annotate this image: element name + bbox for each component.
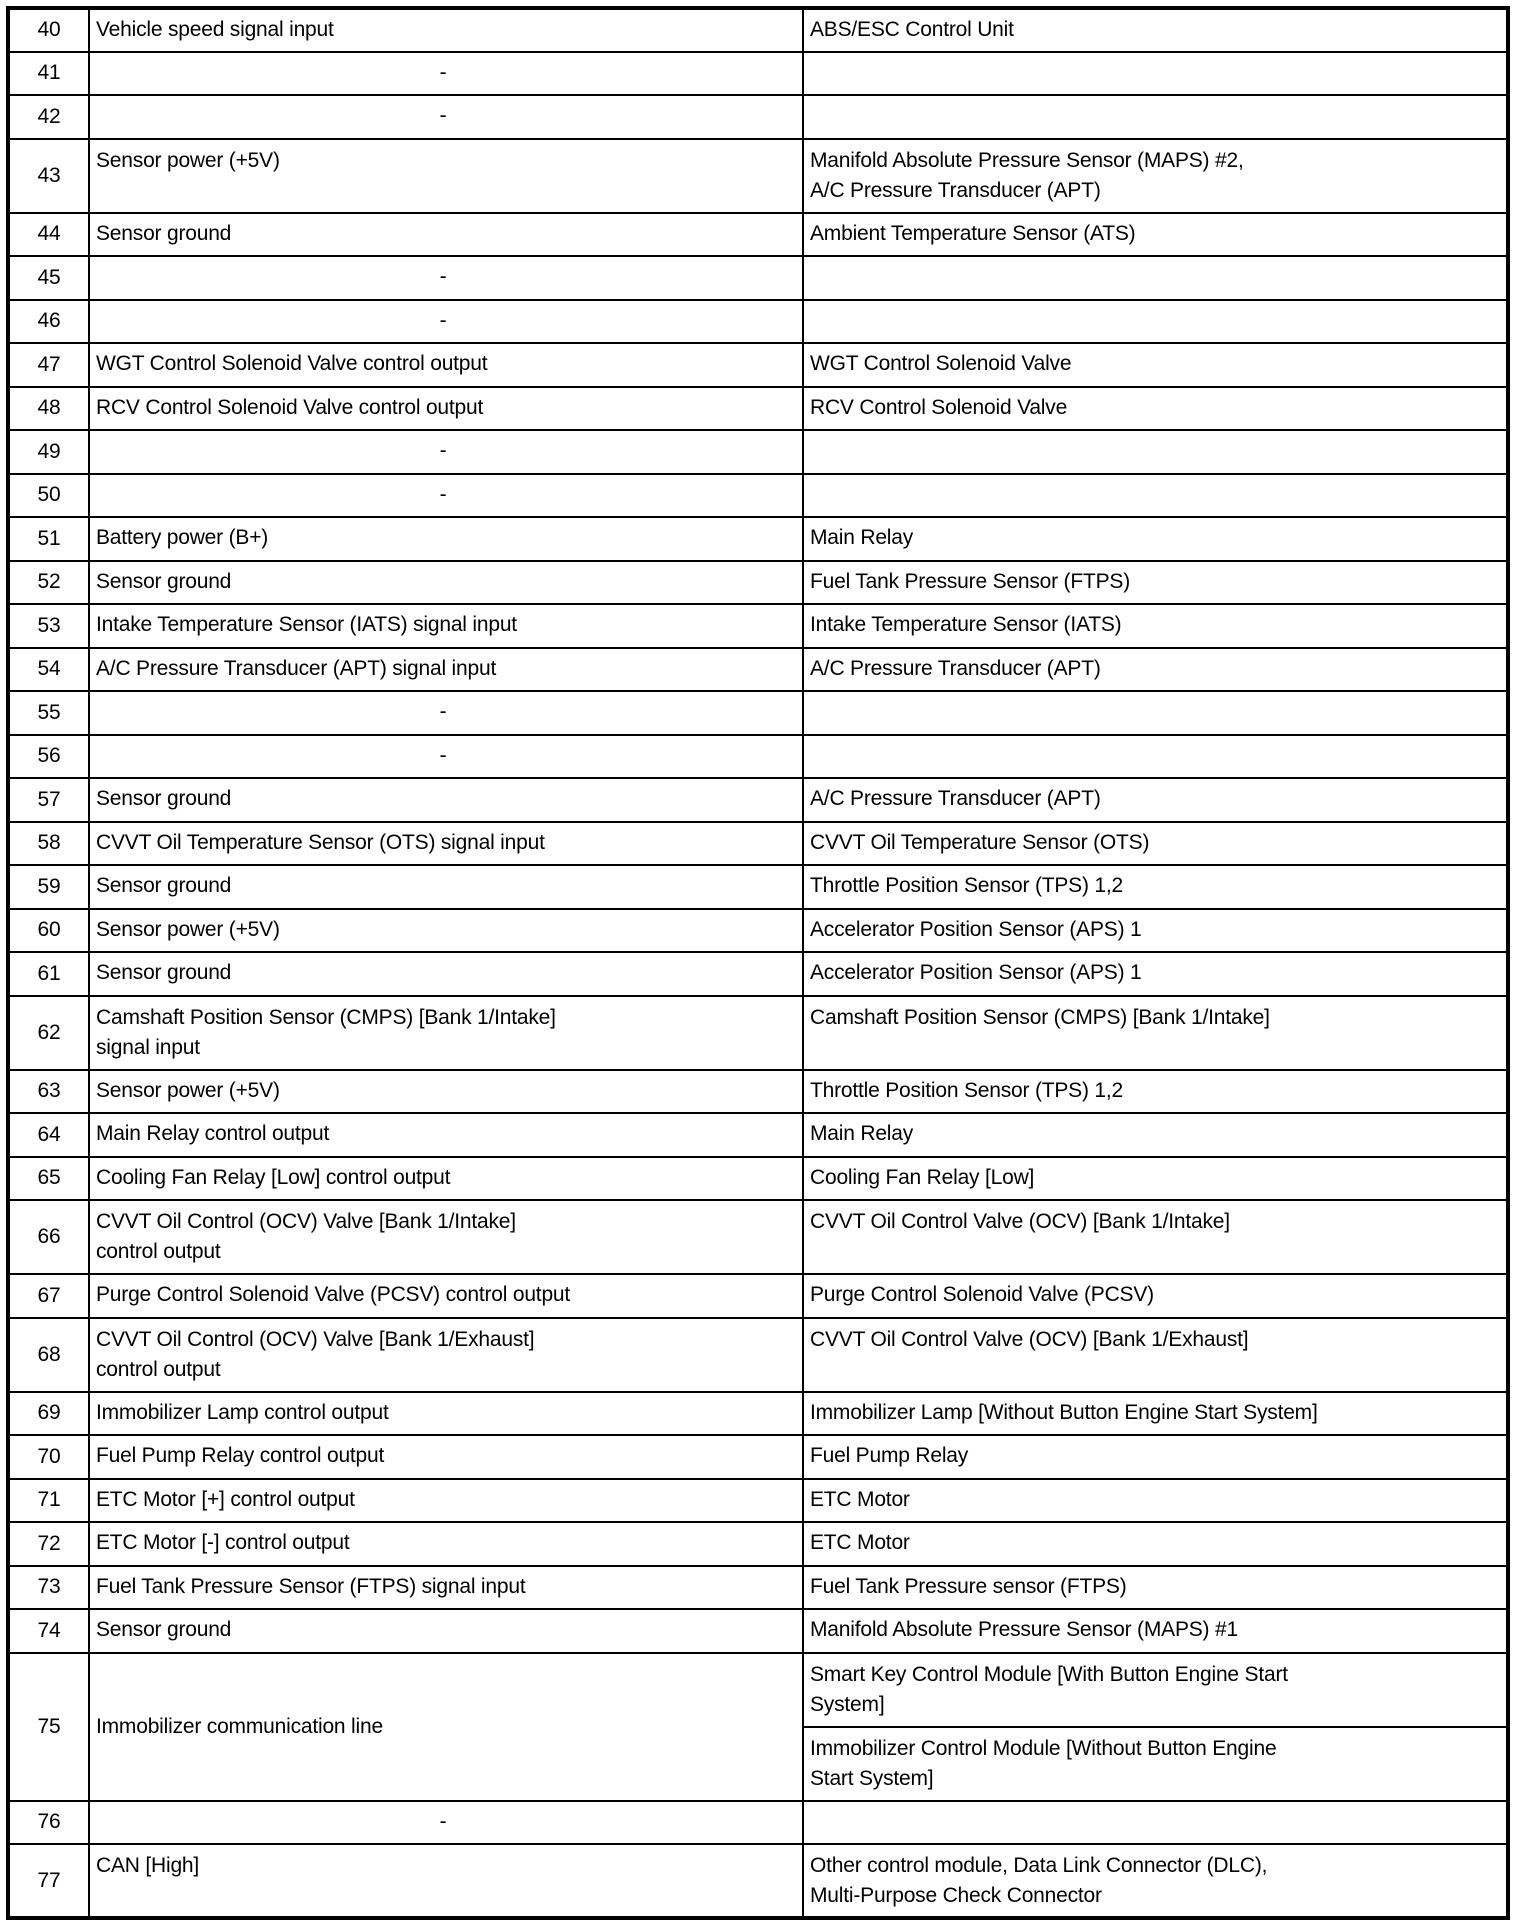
table-row [8, 1609, 1508, 1653]
pin-description: - [89, 256, 803, 300]
connected-to: Main Relay [803, 1113, 1508, 1157]
pin-number: 75 [8, 1653, 89, 1801]
connected-to: A/C Pressure Transducer (APT) [803, 778, 1508, 822]
connected-to: Main Relay [803, 517, 1508, 561]
pin-description: - [89, 95, 803, 139]
connected-to: Smart Key Control Module [With Button Engine Start System] [803, 1653, 1508, 1727]
pin-description: CVVT Oil Temperature Sensor (OTS) signal input [89, 822, 803, 866]
pin-number: 53 [8, 604, 89, 648]
connected-to: Camshaft Position Sensor (CMPS) [Bank 1/Intake] [803, 996, 1508, 1070]
pin-number: 68 [8, 1318, 89, 1392]
connected-to [803, 691, 1508, 735]
connected-to: Immobilizer Control Module [Without Button Engine Start System] [803, 1727, 1508, 1801]
table-row [8, 648, 1508, 692]
pin-description: Battery power (B+) [89, 517, 803, 561]
pin-description: Fuel Tank Pressure Sensor (FTPS) signal input [89, 1566, 803, 1610]
connected-to: A/C Pressure Transducer (APT) [803, 648, 1508, 692]
pin-number: 43 [8, 139, 89, 213]
connected-to [803, 430, 1508, 474]
pin-description: CVVT Oil Control (OCV) Valve [Bank 1/Intake] control output [89, 1200, 803, 1274]
connected-to: Manifold Absolute Pressure Sensor (MAPS) #1 [803, 1609, 1508, 1653]
pin-description: Fuel Pump Relay control output [89, 1435, 803, 1479]
pin-number: 42 [8, 95, 89, 139]
connected-to: Accelerator Position Sensor (APS) 1 [803, 952, 1508, 996]
pin-description: Sensor ground [89, 561, 803, 605]
connected-to: Ambient Temperature Sensor (ATS) [803, 213, 1508, 257]
pin-number: 71 [8, 1479, 89, 1523]
table-row [8, 1157, 1508, 1201]
pin-number: 58 [8, 822, 89, 866]
pin-number: 52 [8, 561, 89, 605]
connected-to: Throttle Position Sensor (TPS) 1,2 [803, 1070, 1508, 1114]
table-row [8, 517, 1508, 561]
table-row [8, 387, 1508, 431]
connected-to: CVVT Oil Control Valve (OCV) [Bank 1/Exhaust] [803, 1318, 1508, 1392]
table-row [8, 1653, 1508, 1727]
table-row [8, 430, 1508, 474]
connected-to: WGT Control Solenoid Valve [803, 343, 1508, 387]
connected-to [803, 52, 1508, 96]
pin-number: 74 [8, 1609, 89, 1653]
table-row [8, 691, 1508, 735]
table-row [8, 735, 1508, 779]
pin-number: 47 [8, 343, 89, 387]
table-row [8, 1522, 1508, 1566]
pin-description: Intake Temperature Sensor (IATS) signal input [89, 604, 803, 648]
pin-description: A/C Pressure Transducer (APT) signal input [89, 648, 803, 692]
pin-number: 41 [8, 52, 89, 96]
pin-number: 62 [8, 996, 89, 1070]
connected-to [803, 474, 1508, 518]
connected-to: Manifold Absolute Pressure Sensor (MAPS) #2, A/C Pressure Transducer (APT) [803, 139, 1508, 213]
pin-description: Sensor power (+5V) [89, 909, 803, 953]
table-row [8, 213, 1508, 257]
table-row [8, 604, 1508, 648]
pin-number: 77 [8, 1844, 89, 1918]
table-row [8, 1200, 1508, 1274]
pin-number: 56 [8, 735, 89, 779]
connected-to [803, 256, 1508, 300]
pin-description: Sensor ground [89, 778, 803, 822]
pin-number: 46 [8, 300, 89, 344]
pin-number: 65 [8, 1157, 89, 1201]
connected-to: Accelerator Position Sensor (APS) 1 [803, 909, 1508, 953]
connected-to: ETC Motor [803, 1522, 1508, 1566]
pin-number: 51 [8, 517, 89, 561]
table-row [8, 8, 1508, 52]
table-row [8, 561, 1508, 605]
pin-number: 73 [8, 1566, 89, 1610]
pin-number: 40 [8, 8, 89, 52]
table-row [8, 1801, 1508, 1845]
table-row [8, 865, 1508, 909]
pin-description: Sensor ground [89, 1609, 803, 1653]
pin-description: Purge Control Solenoid Valve (PCSV) control output [89, 1274, 803, 1318]
pin-description: - [89, 735, 803, 779]
table-row [8, 952, 1508, 996]
connected-to: Other control module, Data Link Connector (DLC), Multi-Purpose Check Connector [803, 1844, 1508, 1918]
pin-number: 67 [8, 1274, 89, 1318]
pin-number: 60 [8, 909, 89, 953]
pin-description: Sensor ground [89, 213, 803, 257]
pin-number: 49 [8, 430, 89, 474]
pin-description: Cooling Fan Relay [Low] control output [89, 1157, 803, 1201]
pin-number: 48 [8, 387, 89, 431]
pin-number: 50 [8, 474, 89, 518]
connected-to: ABS/ESC Control Unit [803, 8, 1508, 52]
connected-to: Purge Control Solenoid Valve (PCSV) [803, 1274, 1508, 1318]
table-row [8, 343, 1508, 387]
table-row [8, 300, 1508, 344]
pin-number: 66 [8, 1200, 89, 1274]
pin-description: Sensor power (+5V) [89, 139, 803, 213]
pin-description: ETC Motor [+] control output [89, 1479, 803, 1523]
pin-number: 69 [8, 1392, 89, 1436]
connected-to: Fuel Tank Pressure sensor (FTPS) [803, 1566, 1508, 1610]
table-row [8, 1113, 1508, 1157]
pin-description: - [89, 52, 803, 96]
connected-to: ETC Motor [803, 1479, 1508, 1523]
pin-description: Camshaft Position Sensor (CMPS) [Bank 1/Intake] signal input [89, 996, 803, 1070]
pin-number: 70 [8, 1435, 89, 1479]
pin-description: Sensor ground [89, 865, 803, 909]
connected-to: Immobilizer Lamp [Without Button Engine Start System] [803, 1392, 1508, 1436]
connected-to [803, 300, 1508, 344]
table-row [8, 139, 1508, 213]
pin-number: 63 [8, 1070, 89, 1114]
connected-to: Intake Temperature Sensor (IATS) [803, 604, 1508, 648]
pin-number: 64 [8, 1113, 89, 1157]
table-row [8, 1392, 1508, 1436]
pin-description: - [89, 474, 803, 518]
table-row [8, 1274, 1508, 1318]
pin-description: Main Relay control output [89, 1113, 803, 1157]
pin-description: Vehicle speed signal input [89, 8, 803, 52]
connected-to [803, 95, 1508, 139]
table-row [8, 778, 1508, 822]
pin-description: Immobilizer Lamp control output [89, 1392, 803, 1436]
connected-to: Throttle Position Sensor (TPS) 1,2 [803, 865, 1508, 909]
table-row [8, 1566, 1508, 1610]
pin-table [6, 6, 1510, 1920]
pin-number: 59 [8, 865, 89, 909]
pin-number: 61 [8, 952, 89, 996]
pin-description: RCV Control Solenoid Valve control output [89, 387, 803, 431]
connected-to: Cooling Fan Relay [Low] [803, 1157, 1508, 1201]
pin-number: 55 [8, 691, 89, 735]
pin-description: CAN [High] [89, 1844, 803, 1918]
pin-number: 44 [8, 213, 89, 257]
table-row [8, 1435, 1508, 1479]
connected-to: Fuel Tank Pressure Sensor (FTPS) [803, 561, 1508, 605]
pin-description: ETC Motor [-] control output [89, 1522, 803, 1566]
pin-description: Sensor power (+5V) [89, 1070, 803, 1114]
table-row [8, 1318, 1508, 1392]
table-row [8, 52, 1508, 96]
table-row [8, 474, 1508, 518]
table-row [8, 822, 1508, 866]
connected-to: Fuel Pump Relay [803, 1435, 1508, 1479]
table-row [8, 1070, 1508, 1114]
pin-table-body [8, 8, 1508, 1918]
pin-description: - [89, 1801, 803, 1845]
pin-description: - [89, 300, 803, 344]
connected-to [803, 1801, 1508, 1845]
connected-to: CVVT Oil Control Valve (OCV) [Bank 1/Intake] [803, 1200, 1508, 1274]
table-row [8, 256, 1508, 300]
connected-to [803, 735, 1508, 779]
table-row [8, 996, 1508, 1070]
pin-number: 45 [8, 256, 89, 300]
pin-description: - [89, 430, 803, 474]
pin-number: 76 [8, 1801, 89, 1845]
connected-to: RCV Control Solenoid Valve [803, 387, 1508, 431]
pin-description: WGT Control Solenoid Valve control output [89, 343, 803, 387]
pin-description: CVVT Oil Control (OCV) Valve [Bank 1/Exhaust] control output [89, 1318, 803, 1392]
table-row [8, 909, 1508, 953]
table-row [8, 95, 1508, 139]
pin-description: - [89, 691, 803, 735]
table-row [8, 1479, 1508, 1523]
pin-number: 72 [8, 1522, 89, 1566]
pin-number: 57 [8, 778, 89, 822]
table-row [8, 1844, 1508, 1918]
connected-to: CVVT Oil Temperature Sensor (OTS) [803, 822, 1508, 866]
pin-description: Immobilizer communication line [89, 1653, 803, 1801]
pin-number: 54 [8, 648, 89, 692]
pin-description: Sensor ground [89, 952, 803, 996]
